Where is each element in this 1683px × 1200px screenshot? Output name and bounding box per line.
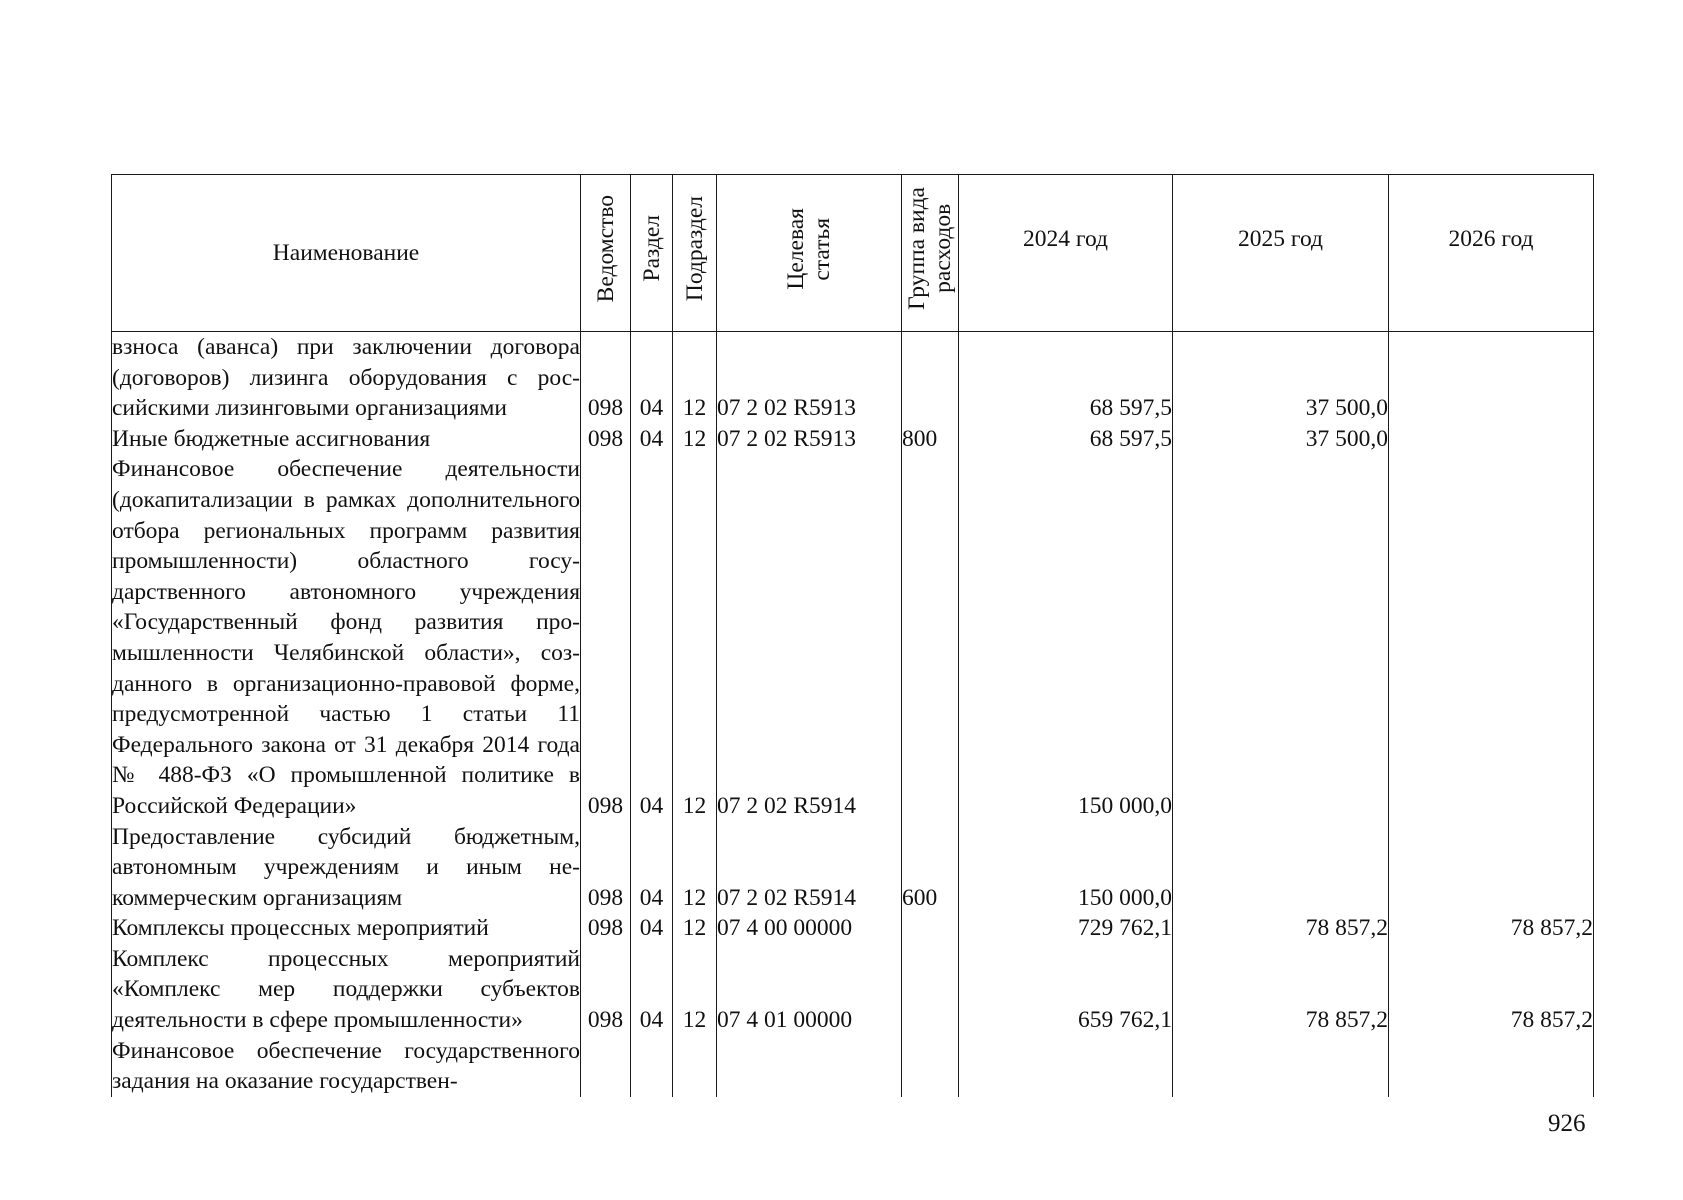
cell-y2024 (959, 822, 1173, 914)
cell-subsection-text: 12 (682, 884, 707, 911)
header-2025: 2025 год (1173, 175, 1389, 332)
cell-dept (581, 332, 631, 424)
cell-subsection (673, 913, 717, 944)
cell-subsection (673, 1036, 717, 1097)
cell-target (717, 332, 902, 424)
cell-y2024-text: 150 000,0 (1078, 792, 1172, 819)
cell-name-text: Иные бюджетные ассигнования (112, 425, 431, 452)
cell-y2024 (959, 1036, 1173, 1097)
cell-y2025 (1173, 1036, 1389, 1097)
cell-dept-text: 098 (587, 915, 624, 942)
cell-subsection (673, 332, 717, 424)
cell-subsection (673, 944, 717, 1036)
cell-y2024 (959, 913, 1173, 944)
cell-y2026-text: 78 857,2 (1510, 1007, 1593, 1034)
cell-target-text: 07 2 02 R5914 (717, 884, 857, 911)
header-target: Целевая статья (717, 175, 902, 332)
cell-y2024-text: 150 000,0 (1078, 884, 1172, 911)
cell-subsection-text: 12 (682, 425, 707, 452)
cell-target (717, 424, 902, 455)
cell-target-text: 07 4 01 00000 (717, 1007, 853, 1034)
cell-y2026 (1389, 944, 1594, 1036)
cell-subsection (673, 822, 717, 914)
cell-group (902, 332, 959, 424)
table-row (112, 454, 1594, 821)
cell-y2026 (1389, 332, 1594, 424)
cell-name-text: Комплекс процессных мероприятий «Комплекс мер поддержки субъектов деятельности в сфере промышленности» (112, 945, 580, 1034)
header-subsection: Подраздел (673, 175, 717, 332)
cell-dept (581, 913, 631, 944)
header-dept: Ведомство (581, 175, 631, 332)
cell-section-text: 04 (639, 395, 664, 422)
cell-dept-text: 098 (587, 395, 624, 422)
cell-subsection-text: 12 (682, 792, 707, 819)
cell-name (112, 944, 581, 1036)
cell-section (631, 454, 673, 821)
cell-target (717, 1036, 902, 1097)
table-row (112, 424, 1594, 455)
cell-section (631, 424, 673, 455)
cell-name (112, 822, 581, 914)
cell-dept-text: 098 (587, 884, 624, 911)
cell-y2025-text: 37 500,0 (1305, 425, 1388, 452)
cell-group-text: 800 (902, 425, 938, 452)
cell-y2026-text: 78 857,2 (1510, 915, 1593, 942)
cell-dept (581, 822, 631, 914)
cell-section-text: 04 (639, 1007, 664, 1034)
cell-target-text: 07 2 02 R5913 (717, 395, 857, 422)
cell-subsection (673, 454, 717, 821)
cell-name-text: Комплексы процессных мероприятий (112, 915, 489, 942)
cell-dept (581, 454, 631, 821)
cell-y2026 (1389, 913, 1594, 944)
budget-table (111, 174, 1594, 1097)
cell-y2025-text: 78 857,2 (1305, 1007, 1388, 1034)
cell-y2025 (1173, 454, 1389, 821)
cell-name (112, 424, 581, 455)
cell-section (631, 1036, 673, 1097)
cell-dept (581, 944, 631, 1036)
cell-y2026 (1389, 1036, 1594, 1097)
cell-y2025 (1173, 913, 1389, 944)
cell-y2025 (1173, 424, 1389, 455)
cell-subsection-text: 12 (682, 395, 707, 422)
cell-section-text: 04 (639, 425, 664, 452)
cell-y2025 (1173, 944, 1389, 1036)
cell-target (717, 822, 902, 914)
cell-y2026 (1389, 454, 1594, 821)
cell-group (902, 424, 959, 455)
cell-target-text: 07 4 00 00000 (717, 915, 853, 942)
cell-dept-text: 098 (587, 1007, 624, 1034)
cell-y2024 (959, 332, 1173, 424)
cell-group (902, 944, 959, 1036)
table-body (112, 332, 1594, 1097)
cell-section (631, 913, 673, 944)
cell-y2026 (1389, 424, 1594, 455)
cell-y2025-text: 37 500,0 (1305, 395, 1388, 422)
cell-target (717, 913, 902, 944)
cell-target (717, 454, 902, 821)
cell-y2024-text: 68 597,5 (1089, 395, 1172, 422)
cell-target-text: 07 2 02 R5914 (717, 792, 857, 819)
cell-y2026 (1389, 822, 1594, 914)
cell-y2024-text: 659 762,1 (1078, 1007, 1172, 1034)
table-row (112, 944, 1594, 1036)
cell-section-text: 04 (639, 915, 664, 942)
cell-y2025-text: 78 857,2 (1305, 915, 1388, 942)
cell-target (717, 944, 902, 1036)
page-number: 926 (1548, 1110, 1586, 1137)
cell-dept-text: 098 (587, 792, 624, 819)
cell-name (112, 913, 581, 944)
cell-group-text: 600 (902, 884, 938, 911)
cell-name-text: Финансовое обеспечение деятельности (докапитализации в рамках дополнительного отбора региональных программ развития промышленности) областного государственного автономного учреждения «Государственный фонд развития промышленности Челябинской области», созданного в организационно-правовой форме, предусмотренной частью 1 статьи 11 Федерального закона от 31 декабря 2014 года № 488-ФЗ «О промышленной политике в Российской Федерации» (112, 456, 580, 819)
cell-name (112, 332, 581, 424)
header-group: Группа вида расходов (902, 175, 959, 332)
cell-group (902, 1036, 959, 1097)
cell-group (902, 454, 959, 821)
cell-y2024 (959, 424, 1173, 455)
cell-section (631, 944, 673, 1036)
cell-subsection-text: 12 (682, 915, 707, 942)
header-2024: 2024 год (959, 175, 1173, 332)
cell-name-text: Финансовое обеспечение государственного задания на оказание государствен- (112, 1037, 580, 1095)
cell-section (631, 332, 673, 424)
table-row (112, 332, 1594, 424)
cell-y2024 (959, 454, 1173, 821)
cell-y2025 (1173, 332, 1389, 424)
table-row (112, 822, 1594, 914)
cell-dept-text: 098 (587, 425, 624, 452)
cell-section-text: 04 (639, 792, 664, 819)
cell-subsection-text: 12 (682, 1007, 707, 1034)
cell-section (631, 822, 673, 914)
header-section: Раздел (631, 175, 673, 332)
header-row (112, 175, 1594, 332)
cell-subsection (673, 424, 717, 455)
cell-dept (581, 424, 631, 455)
cell-target-text: 07 2 02 R5913 (717, 425, 857, 452)
cell-section-text: 04 (639, 884, 664, 911)
table-row (112, 913, 1594, 944)
cell-name-text: Предоставление субсидий бюджетным, автономным учреждениям и иным некоммерческим организациям (112, 823, 580, 911)
cell-group (902, 913, 959, 944)
cell-group (902, 822, 959, 914)
table-row (112, 1036, 1594, 1097)
cell-name-text: взноса (аванса) при заключении договора (договоров) лизинга оборудования с российскими лизинговыми организациями (112, 334, 580, 422)
cell-y2024-text: 729 762,1 (1078, 915, 1172, 942)
cell-y2024-text: 68 597,5 (1089, 425, 1172, 452)
cell-dept (581, 1036, 631, 1097)
cell-y2024 (959, 944, 1173, 1036)
cell-name (112, 454, 581, 821)
cell-name (112, 1036, 581, 1097)
cell-y2025 (1173, 822, 1389, 914)
header-2026: 2026 год (1389, 175, 1594, 332)
header-name: Наименование (112, 175, 581, 332)
